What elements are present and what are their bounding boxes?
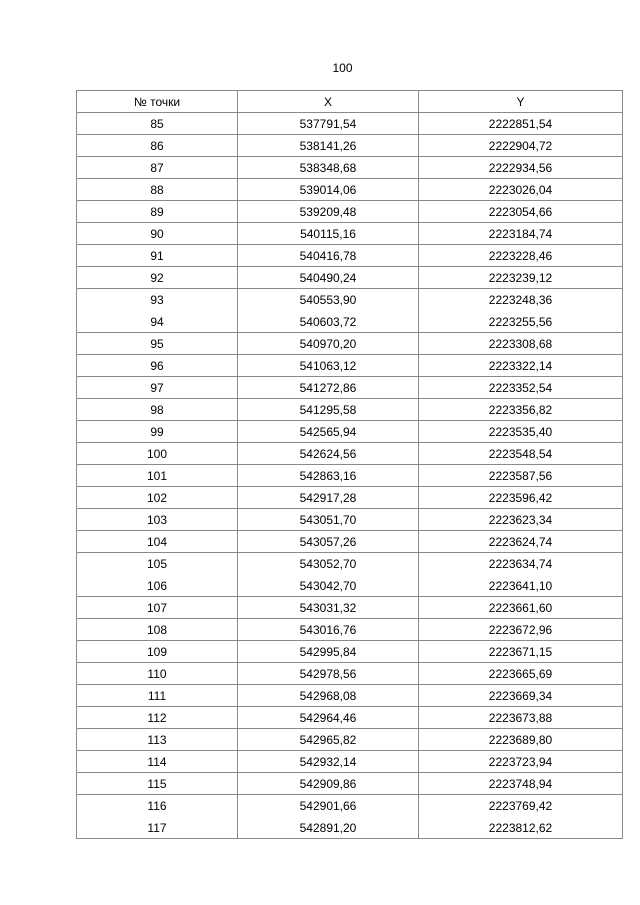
y-cell: 2223352,54: [419, 377, 623, 399]
table-row: [77, 399, 623, 421]
x-cell: 542995,84: [238, 641, 419, 663]
y-cell: 2223535,40: [419, 421, 623, 443]
point-number-cell: 116: [77, 795, 238, 817]
y-cell: 2223228,46: [419, 245, 623, 267]
point-number-cell: 106: [77, 575, 238, 597]
x-cell: 543031,32: [238, 597, 419, 619]
table-row: [77, 663, 623, 685]
x-cell: 540970,20: [238, 333, 419, 355]
y-cell: 2223689,80: [419, 729, 623, 751]
y-cell: 2223596,42: [419, 487, 623, 509]
x-cell: 542909,86: [238, 773, 419, 795]
point-number-cell: 86: [77, 135, 238, 157]
point-number-cell: 110: [77, 663, 238, 685]
table-row: [77, 377, 623, 399]
y-cell: 2223812,62: [419, 817, 623, 839]
point-number-cell: 99: [77, 421, 238, 443]
x-cell: 540553,90: [238, 289, 419, 311]
point-number-cell: 93: [77, 289, 238, 311]
point-number-cell: 108: [77, 619, 238, 641]
x-cell: 542965,82: [238, 729, 419, 751]
table-row: [77, 597, 623, 619]
x-cell: 541272,86: [238, 377, 419, 399]
point-number-cell: 114: [77, 751, 238, 773]
point-number-cell: 94: [77, 311, 238, 333]
table-row: [77, 751, 623, 773]
y-cell: 2223548,54: [419, 443, 623, 465]
y-cell: 2223634,74: [419, 553, 623, 575]
x-cell: 543016,76: [238, 619, 419, 641]
x-cell: 542863,16: [238, 465, 419, 487]
point-number-cell: 89: [77, 201, 238, 223]
table-row: [77, 223, 623, 245]
table-body: [77, 113, 623, 839]
y-cell: 2222851,54: [419, 113, 623, 135]
table-row: [77, 267, 623, 289]
y-cell: 2223748,94: [419, 773, 623, 795]
table-row: [77, 509, 623, 531]
table-row: [77, 729, 623, 751]
table-row: [77, 443, 623, 465]
x-cell: 542968,08: [238, 685, 419, 707]
x-cell: 543057,26: [238, 531, 419, 553]
point-number-cell: 109: [77, 641, 238, 663]
y-cell: 2223248,36: [419, 289, 623, 311]
point-number-cell: 95: [77, 333, 238, 355]
table-row: [77, 355, 623, 377]
table-row: [77, 619, 623, 641]
point-number-cell: 96: [77, 355, 238, 377]
page-number: 100: [332, 61, 353, 75]
point-number-cell: 90: [77, 223, 238, 245]
x-cell: 538141,26: [238, 135, 419, 157]
table-row: [77, 289, 623, 311]
x-cell: 541063,12: [238, 355, 419, 377]
y-cell: 2223723,94: [419, 751, 623, 773]
x-cell: 542624,56: [238, 443, 419, 465]
x-cell: 541295,58: [238, 399, 419, 421]
y-cell: 2223669,34: [419, 685, 623, 707]
x-cell: 537791,54: [238, 113, 419, 135]
x-cell: 542917,28: [238, 487, 419, 509]
point-number-cell: 92: [77, 267, 238, 289]
point-number-cell: 100: [77, 443, 238, 465]
table-row: [77, 487, 623, 509]
y-cell: 2223587,56: [419, 465, 623, 487]
y-cell: 2223184,74: [419, 223, 623, 245]
point-number-cell: 105: [77, 553, 238, 575]
y-cell: 2223026,04: [419, 179, 623, 201]
point-number-cell: 117: [77, 817, 238, 839]
x-cell: 543052,70: [238, 553, 419, 575]
point-number-cell: 91: [77, 245, 238, 267]
x-cell: 542891,20: [238, 817, 419, 839]
y-cell: 2222904,72: [419, 135, 623, 157]
x-cell: 539209,48: [238, 201, 419, 223]
point-number-cell: 112: [77, 707, 238, 729]
point-number-cell: 85: [77, 113, 238, 135]
x-cell: 539014,06: [238, 179, 419, 201]
x-cell: 543051,70: [238, 509, 419, 531]
table-row: [77, 201, 623, 223]
header-point-number: № точки: [77, 91, 238, 113]
table-row: [77, 157, 623, 179]
coordinates-table: [76, 90, 623, 839]
x-cell: 540603,72: [238, 311, 419, 333]
header-x: X: [238, 91, 419, 113]
x-cell: 542565,94: [238, 421, 419, 443]
table-row: [77, 311, 623, 333]
x-cell: 542932,14: [238, 751, 419, 773]
point-number-cell: 102: [77, 487, 238, 509]
table-row: [77, 685, 623, 707]
y-cell: 2223356,82: [419, 399, 623, 421]
y-cell: 2223661,60: [419, 597, 623, 619]
y-cell: 2223672,96: [419, 619, 623, 641]
x-cell: 542978,56: [238, 663, 419, 685]
y-cell: 2223673,88: [419, 707, 623, 729]
y-cell: 2223054,66: [419, 201, 623, 223]
y-cell: 2223255,56: [419, 311, 623, 333]
point-number-cell: 87: [77, 157, 238, 179]
point-number-cell: 115: [77, 773, 238, 795]
y-cell: 2223322,14: [419, 355, 623, 377]
x-cell: 540490,24: [238, 267, 419, 289]
table-row: [77, 817, 623, 839]
x-cell: 540115,16: [238, 223, 419, 245]
table-row: [77, 641, 623, 663]
point-number-cell: 101: [77, 465, 238, 487]
y-cell: 2223239,12: [419, 267, 623, 289]
point-number-cell: 111: [77, 685, 238, 707]
point-number-cell: 104: [77, 531, 238, 553]
table-header-row: [77, 91, 623, 113]
point-number-cell: 97: [77, 377, 238, 399]
table-row: [77, 333, 623, 355]
x-cell: 538348,68: [238, 157, 419, 179]
table-row: [77, 179, 623, 201]
point-number-cell: 107: [77, 597, 238, 619]
y-cell: 2223623,34: [419, 509, 623, 531]
y-cell: 2222934,56: [419, 157, 623, 179]
table-row: [77, 113, 623, 135]
x-cell: 542901,66: [238, 795, 419, 817]
x-cell: 542964,46: [238, 707, 419, 729]
point-number-cell: 88: [77, 179, 238, 201]
table-row: [77, 465, 623, 487]
y-cell: 2223665,69: [419, 663, 623, 685]
point-number-cell: 103: [77, 509, 238, 531]
table-row: [77, 553, 623, 575]
table-row: [77, 135, 623, 157]
x-cell: 543042,70: [238, 575, 419, 597]
table-row: [77, 707, 623, 729]
header-y: Y: [419, 91, 623, 113]
y-cell: 2223624,74: [419, 531, 623, 553]
point-number-cell: 98: [77, 399, 238, 421]
table-row: [77, 773, 623, 795]
x-cell: 540416,78: [238, 245, 419, 267]
y-cell: 2223308,68: [419, 333, 623, 355]
point-number-cell: 113: [77, 729, 238, 751]
table-row: [77, 795, 623, 817]
table-row: [77, 531, 623, 553]
y-cell: 2223671,15: [419, 641, 623, 663]
table-row: [77, 245, 623, 267]
table-row: [77, 421, 623, 443]
y-cell: 2223641,10: [419, 575, 623, 597]
y-cell: 2223769,42: [419, 795, 623, 817]
table-row: [77, 575, 623, 597]
